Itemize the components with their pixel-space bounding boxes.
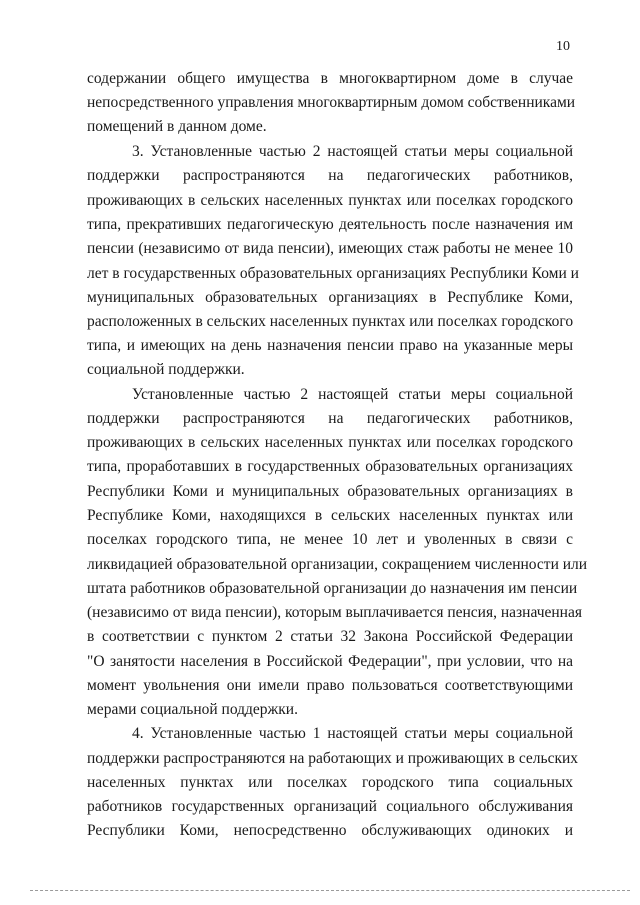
- text-line: 4. Установленные частью 1 настоящей статьи меры социальной: [132, 725, 573, 742]
- text-line: поддержки распространяются на педагогических работников,: [87, 410, 573, 427]
- text-line: Республике Коми, находящихся в сельских населенных пунктах или: [87, 507, 573, 524]
- text-line: типа, и имеющих на день назначения пенсии право на указанные меры: [87, 337, 573, 354]
- text-line: момент увольнения они имели право пользоваться соответствующими: [87, 677, 573, 694]
- text-line: Республики Коми, непосредственно обслуживающих одиноких и: [87, 822, 573, 839]
- text-line: населенных пунктах или поселках городского типа социальных: [87, 774, 573, 791]
- text-line: работников государственных организаций социального обслуживания: [87, 798, 573, 815]
- text-line: типа, прекративших педагогическую деятельность после назначения им: [87, 216, 573, 233]
- text-line: ликвидацией образовательной организации, сокращением численности или: [87, 556, 588, 573]
- text-line: содержании общего имущества в многоквартирном доме в случае: [87, 70, 573, 87]
- text-line: пенсии (независимо от вида пенсии), имеющих стаж работы не менее 10: [87, 240, 573, 257]
- page-number: 10: [556, 39, 570, 54]
- text-line: муниципальных образовательных организациях в Республике Коми,: [87, 289, 573, 306]
- text-line: поселках городского типа, не менее 10 лет и уволенных в связи с: [87, 531, 573, 548]
- text-line: лет в государственных образовательных организациях Республики Коми и: [87, 265, 579, 282]
- scan-edge-line: [30, 890, 630, 891]
- text-line: поддержки распространяются на работающих и проживающих в сельских: [87, 750, 579, 767]
- text-line: Установленные частью 2 настоящей статьи меры социальной: [132, 386, 573, 403]
- text-line: "О занятости населения в Российской Федерации", при условии, что на: [87, 653, 573, 670]
- text-line: расположенных в сельских населенных пунктах или поселках городского: [87, 313, 574, 330]
- text-line: 3. Установленные частью 2 настоящей статьи меры социальной: [132, 143, 573, 160]
- text-line: непосредственного управления многоквартирным домом собственниками: [87, 94, 576, 111]
- text-line: проживающих в сельских населенных пунктах или поселках городского: [87, 192, 573, 209]
- text-line: мерами социальной поддержки.: [87, 701, 298, 718]
- text-line: Республики Коми и муниципальных образовательных организациях в: [87, 483, 573, 500]
- text-line: помещений в данном доме.: [87, 118, 267, 135]
- text-line: штата работников образовательной организации до назначения им пенсии: [87, 580, 578, 597]
- text-line: (независимо от вида пенсии), которым выплачивается пенсия, назначенная: [87, 604, 582, 621]
- text-line: в соответствии с пунктом 2 статьи 32 Закона Российской Федерации: [87, 628, 573, 645]
- text-line: социальной поддержки.: [87, 361, 245, 378]
- text-line: типа, проработавших в государственных образовательных организациях: [87, 458, 573, 475]
- text-line: поддержки распространяются на педагогических работников,: [87, 167, 573, 184]
- text-line: проживающих в сельских населенных пунктах или поселках городского: [87, 434, 573, 451]
